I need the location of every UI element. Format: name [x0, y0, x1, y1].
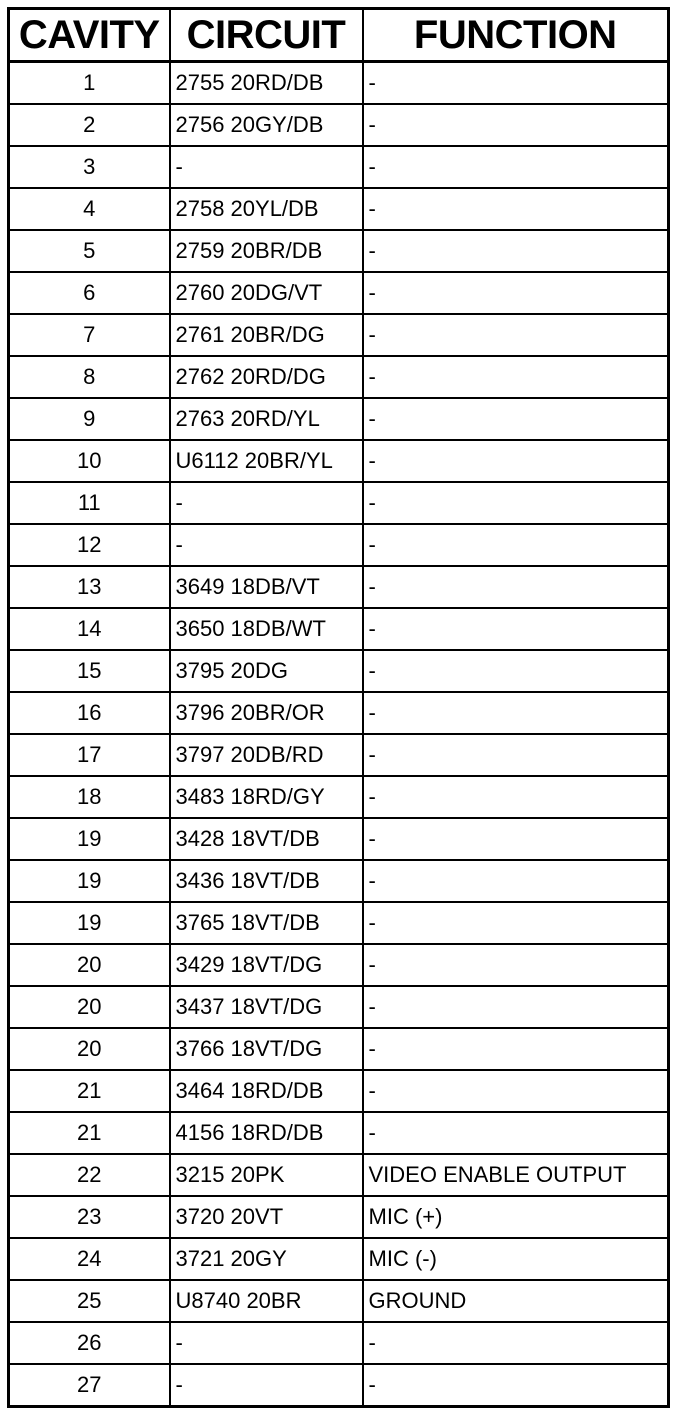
circuit-column-header: CIRCUIT — [170, 9, 363, 62]
function-cell: - — [363, 818, 669, 860]
cavity-cell: 21 — [9, 1070, 170, 1112]
circuit-cell: 3215 20PK — [170, 1154, 363, 1196]
function-cell: GROUND — [363, 1280, 669, 1322]
cavity-column-header: CAVITY — [9, 9, 170, 62]
cavity-cell: 17 — [9, 734, 170, 776]
function-cell: - — [363, 188, 669, 230]
function-cell: - — [363, 986, 669, 1028]
header-row — [9, 9, 669, 62]
function-cell: - — [363, 566, 669, 608]
cavity-cell: 7 — [9, 314, 170, 356]
table-row — [9, 482, 669, 524]
circuit-cell: 3464 18RD/DB — [170, 1070, 363, 1112]
circuit-cell: 2758 20YL/DB — [170, 188, 363, 230]
circuit-cell: 2759 20BR/DB — [170, 230, 363, 272]
cavity-cell: 22 — [9, 1154, 170, 1196]
cavity-cell: 11 — [9, 482, 170, 524]
table-row — [9, 1238, 669, 1280]
circuit-cell: 3649 18DB/VT — [170, 566, 363, 608]
cavity-cell: 9 — [9, 398, 170, 440]
cavity-cell: 19 — [9, 860, 170, 902]
function-cell: - — [363, 608, 669, 650]
function-cell: - — [363, 1112, 669, 1154]
cavity-cell: 2 — [9, 104, 170, 146]
function-cell: - — [363, 440, 669, 482]
table-row — [9, 272, 669, 314]
cavity-cell: 15 — [9, 650, 170, 692]
function-cell: - — [363, 650, 669, 692]
circuit-cell: 3437 18VT/DG — [170, 986, 363, 1028]
table-row — [9, 986, 669, 1028]
circuit-cell: 4156 18RD/DB — [170, 1112, 363, 1154]
function-cell: - — [363, 1322, 669, 1364]
circuit-cell: 3797 20DB/RD — [170, 734, 363, 776]
cavity-cell: 10 — [9, 440, 170, 482]
circuit-cell: - — [170, 1364, 363, 1407]
cavity-cell: 5 — [9, 230, 170, 272]
function-cell: MIC (+) — [363, 1196, 669, 1238]
circuit-cell: U8740 20BR — [170, 1280, 363, 1322]
circuit-cell: - — [170, 482, 363, 524]
circuit-cell: 3720 20VT — [170, 1196, 363, 1238]
cavity-cell: 21 — [9, 1112, 170, 1154]
table-row — [9, 188, 669, 230]
cavity-cell: 20 — [9, 944, 170, 986]
cavity-cell: 1 — [9, 62, 170, 105]
cavity-cell: 6 — [9, 272, 170, 314]
cavity-cell: 19 — [9, 818, 170, 860]
circuit-cell: 3436 18VT/DB — [170, 860, 363, 902]
cavity-cell: 19 — [9, 902, 170, 944]
cavity-cell: 18 — [9, 776, 170, 818]
function-cell: - — [363, 734, 669, 776]
circuit-cell: - — [170, 524, 363, 566]
circuit-cell: 3483 18RD/GY — [170, 776, 363, 818]
function-cell: - — [363, 944, 669, 986]
cavity-cell: 20 — [9, 986, 170, 1028]
cavity-cell: 13 — [9, 566, 170, 608]
function-cell: - — [363, 482, 669, 524]
circuit-cell: 3766 18VT/DG — [170, 1028, 363, 1070]
cavity-cell: 26 — [9, 1322, 170, 1364]
table-row — [9, 902, 669, 944]
table-row — [9, 818, 669, 860]
function-cell: - — [363, 146, 669, 188]
table-row — [9, 608, 669, 650]
circuit-cell: 3721 20GY — [170, 1238, 363, 1280]
table-row — [9, 398, 669, 440]
cavity-cell: 16 — [9, 692, 170, 734]
circuit-cell: 2763 20RD/YL — [170, 398, 363, 440]
table-row — [9, 230, 669, 272]
table-row — [9, 650, 669, 692]
table-row — [9, 566, 669, 608]
table-row — [9, 62, 669, 105]
cavity-cell: 4 — [9, 188, 170, 230]
circuit-cell: 2760 20DG/VT — [170, 272, 363, 314]
circuit-cell: - — [170, 1322, 363, 1364]
cavity-cell: 3 — [9, 146, 170, 188]
table-row — [9, 1322, 669, 1364]
cavity-cell: 20 — [9, 1028, 170, 1070]
circuit-cell: 2762 20RD/DG — [170, 356, 363, 398]
function-cell: - — [363, 692, 669, 734]
table-row — [9, 1112, 669, 1154]
circuit-cell: - — [170, 146, 363, 188]
circuit-cell: U6112 20BR/YL — [170, 440, 363, 482]
function-cell: - — [363, 104, 669, 146]
function-cell: - — [363, 356, 669, 398]
table-row — [9, 1280, 669, 1322]
cavity-cell: 23 — [9, 1196, 170, 1238]
table-row — [9, 860, 669, 902]
connector-pinout-table — [7, 7, 670, 1408]
circuit-cell: 3650 18DB/WT — [170, 608, 363, 650]
function-cell: - — [363, 272, 669, 314]
table-row — [9, 734, 669, 776]
circuit-cell: 3765 18VT/DB — [170, 902, 363, 944]
table-row — [9, 314, 669, 356]
table-row — [9, 104, 669, 146]
function-cell: MIC (-) — [363, 1238, 669, 1280]
table-row — [9, 1196, 669, 1238]
function-cell: - — [363, 1070, 669, 1112]
function-cell: - — [363, 524, 669, 566]
table-row — [9, 1028, 669, 1070]
circuit-cell: 3795 20DG — [170, 650, 363, 692]
cavity-cell: 25 — [9, 1280, 170, 1322]
circuit-cell: 3428 18VT/DB — [170, 818, 363, 860]
function-cell: - — [363, 1028, 669, 1070]
table-row — [9, 440, 669, 482]
table-row — [9, 524, 669, 566]
table-body — [9, 62, 669, 1407]
table-row — [9, 944, 669, 986]
cavity-cell: 12 — [9, 524, 170, 566]
cavity-cell: 14 — [9, 608, 170, 650]
function-cell: - — [363, 230, 669, 272]
table-row — [9, 1364, 669, 1407]
cavity-cell: 27 — [9, 1364, 170, 1407]
table-row — [9, 1070, 669, 1112]
cavity-cell: 24 — [9, 1238, 170, 1280]
circuit-cell: 3429 18VT/DG — [170, 944, 363, 986]
table-row — [9, 146, 669, 188]
table-row — [9, 776, 669, 818]
cavity-cell: 8 — [9, 356, 170, 398]
function-cell: - — [363, 314, 669, 356]
function-cell: - — [363, 902, 669, 944]
function-cell: - — [363, 776, 669, 818]
circuit-cell: 2761 20BR/DG — [170, 314, 363, 356]
circuit-cell: 2756 20GY/DB — [170, 104, 363, 146]
function-cell: - — [363, 398, 669, 440]
function-cell: - — [363, 1364, 669, 1407]
table-row — [9, 1154, 669, 1196]
table-row — [9, 692, 669, 734]
function-cell: - — [363, 860, 669, 902]
table-row — [9, 356, 669, 398]
function-cell: VIDEO ENABLE OUTPUT — [363, 1154, 669, 1196]
function-cell: - — [363, 62, 669, 105]
circuit-cell: 2755 20RD/DB — [170, 62, 363, 105]
function-column-header: FUNCTION — [363, 9, 669, 62]
circuit-cell: 3796 20BR/OR — [170, 692, 363, 734]
